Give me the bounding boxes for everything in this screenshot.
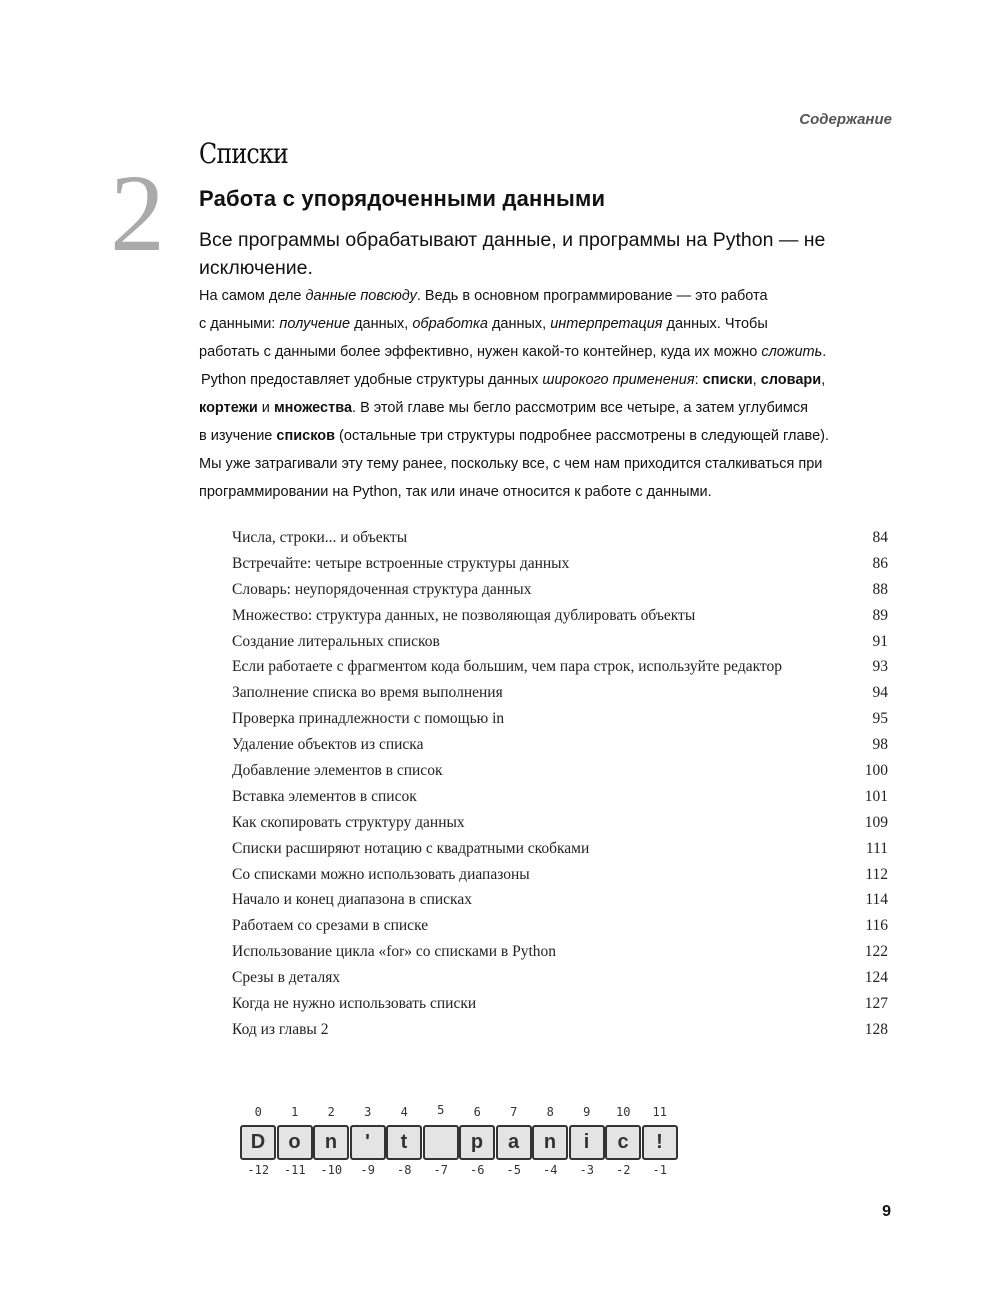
page-number: 9 bbox=[882, 1203, 891, 1220]
toc-row[interactable] bbox=[232, 631, 888, 657]
toc-entry-page: 101 bbox=[864, 787, 888, 805]
italic-text: сложить bbox=[761, 344, 823, 360]
negative-index: -10 bbox=[320, 1163, 343, 1177]
italic-text: интерпретация bbox=[550, 316, 663, 332]
character-tile: n bbox=[532, 1125, 568, 1160]
toc-entry-title: Словарь: неупорядоченная структура данных bbox=[232, 580, 532, 598]
character-tile: i bbox=[569, 1125, 605, 1160]
bold-text: словари bbox=[760, 372, 822, 388]
italic-text: широкого применения bbox=[542, 372, 695, 388]
positive-index: 9 bbox=[583, 1105, 591, 1119]
paragraph-line bbox=[201, 368, 829, 396]
toc-entry-title: Удаление объектов из списка bbox=[232, 736, 424, 754]
character-tile: n bbox=[313, 1125, 349, 1160]
text-run: : bbox=[694, 372, 703, 388]
toc-row[interactable] bbox=[232, 864, 888, 890]
text-run: работать с данными более эффективно, нужен какой-то контейнер, куда их можно bbox=[199, 344, 762, 360]
toc-row[interactable] bbox=[232, 812, 888, 838]
toc-entry-title: Со списками можно использовать диапазоны bbox=[232, 865, 530, 883]
text-run: программировании на Python, так или иначе относится к работе с данными. bbox=[199, 484, 712, 500]
toc-row[interactable] bbox=[232, 708, 888, 734]
negative-index: -8 bbox=[397, 1163, 412, 1177]
toc-entry-page: 122 bbox=[864, 943, 888, 961]
character-tile: ! bbox=[642, 1125, 678, 1160]
bold-text: списки bbox=[702, 372, 753, 388]
chapter-subtitle: Все программы обрабатывают данные, и программы на Python — не исключение. bbox=[199, 229, 826, 279]
negative-index: -4 bbox=[543, 1163, 558, 1177]
bold-text: списков bbox=[276, 428, 336, 444]
toc-entry-page: 100 bbox=[864, 762, 888, 780]
toc-row[interactable] bbox=[232, 760, 888, 786]
negative-index: -9 bbox=[360, 1163, 375, 1177]
toc-row[interactable] bbox=[232, 838, 888, 864]
chapter-number: 2 bbox=[110, 152, 165, 274]
toc-row[interactable] bbox=[232, 656, 888, 682]
intro-paragraph bbox=[199, 284, 829, 508]
text-run: . Ведь в основном программирование — это работа bbox=[416, 288, 768, 304]
toc-row[interactable] bbox=[232, 682, 888, 708]
text-run: данных, bbox=[350, 316, 413, 332]
paragraph-line bbox=[199, 424, 829, 452]
toc-entry-title: Вставка элементов в список bbox=[232, 787, 417, 805]
bold-text: множества bbox=[273, 400, 353, 416]
toc-entry-page: 94 bbox=[872, 684, 888, 702]
positive-index: 8 bbox=[546, 1105, 554, 1119]
toc-entry-page: 95 bbox=[872, 710, 888, 728]
toc-row[interactable] bbox=[232, 967, 888, 993]
toc-entry-page: 116 bbox=[865, 917, 888, 935]
negative-index: -3 bbox=[579, 1163, 594, 1177]
paragraph-line bbox=[199, 284, 829, 312]
character-tile: c bbox=[605, 1125, 641, 1160]
character-tile: t bbox=[386, 1125, 422, 1160]
text-run: , bbox=[752, 372, 761, 388]
toc-entry-title: Множество: структура данных, не позволяющая дублировать объекты bbox=[232, 606, 696, 624]
positive-index: 4 bbox=[400, 1105, 408, 1119]
toc-entry-title: Если работаете с фрагментом кода большим, чем пара строк, используйте редактор bbox=[232, 658, 782, 676]
text-run: . bbox=[822, 344, 827, 360]
text-run: и bbox=[257, 400, 274, 416]
character-tile: D bbox=[240, 1125, 276, 1160]
toc-entry-page: 114 bbox=[865, 891, 888, 909]
toc-row[interactable] bbox=[232, 786, 888, 812]
negative-index: -11 bbox=[283, 1163, 306, 1177]
text-run: с данными: bbox=[199, 316, 280, 332]
toc-entry-page: 84 bbox=[872, 529, 888, 546]
negative-index: -6 bbox=[470, 1163, 485, 1177]
chapter-name: Списки bbox=[199, 137, 288, 170]
toc-entry-page: 111 bbox=[865, 839, 888, 857]
running-head: Содержание bbox=[799, 111, 892, 128]
paragraph-line bbox=[199, 340, 829, 368]
toc-row[interactable] bbox=[232, 889, 888, 915]
toc-entry-title: Начало и конец диапазона в списках bbox=[232, 891, 472, 909]
toc-entry-page: 127 bbox=[864, 995, 888, 1013]
toc-entry-title: Код из главы 2 bbox=[232, 1020, 329, 1038]
text-run: Python предоставляет удобные структуры данных bbox=[201, 372, 543, 388]
positive-index: 5 bbox=[437, 1103, 445, 1117]
toc-entry-title: Проверка принадлежности с помощью in bbox=[232, 710, 505, 728]
toc-row[interactable] bbox=[232, 579, 888, 605]
paragraph-line bbox=[199, 396, 829, 424]
toc-entry-page: 128 bbox=[864, 1020, 888, 1038]
negative-index: -12 bbox=[247, 1163, 270, 1177]
negative-index: -7 bbox=[433, 1163, 448, 1177]
bold-text: кортежи bbox=[199, 400, 258, 416]
toc-entry-title: Использование цикла «for» со списками в Python bbox=[232, 943, 557, 961]
character-tile bbox=[423, 1125, 459, 1160]
toc-row[interactable] bbox=[232, 993, 888, 1019]
toc-row[interactable] bbox=[232, 605, 888, 631]
toc-row[interactable] bbox=[232, 915, 888, 941]
toc-entry-title: Когда не нужно использовать списки bbox=[232, 995, 477, 1013]
positive-index: 10 bbox=[616, 1105, 631, 1119]
toc-row[interactable] bbox=[232, 941, 888, 967]
toc-entry-page: 109 bbox=[864, 813, 888, 831]
toc-row[interactable] bbox=[232, 527, 888, 553]
positive-index: 3 bbox=[364, 1105, 372, 1119]
paragraph-line bbox=[199, 312, 829, 340]
positive-index: 0 bbox=[254, 1105, 262, 1119]
toc-entry-page: 88 bbox=[872, 580, 888, 598]
text-run: Мы уже затрагивали эту тему ранее, поскольку все, с чем нам приходится сталкиваться при bbox=[199, 456, 823, 472]
toc-row[interactable] bbox=[232, 734, 888, 760]
toc-entry-title: Списки расширяют нотацию с квадратными скобками bbox=[232, 839, 590, 857]
toc-entry-page: 89 bbox=[872, 606, 888, 624]
toc-entry-title: Как скопировать структуру данных bbox=[232, 813, 465, 831]
toc-entry-title: Создание литеральных списков bbox=[232, 632, 440, 650]
toc-entry-page: 93 bbox=[872, 658, 888, 676]
positive-index: 6 bbox=[473, 1105, 481, 1119]
negative-index: -1 bbox=[652, 1163, 667, 1177]
italic-text: получение bbox=[279, 316, 351, 332]
negative-index: -5 bbox=[506, 1163, 521, 1177]
positive-index: 2 bbox=[327, 1105, 335, 1119]
text-run: данных, bbox=[487, 316, 551, 332]
toc-entry-title: Встречайте: четыре встроенные структуры данных bbox=[232, 554, 570, 572]
character-tile: a bbox=[496, 1125, 532, 1160]
toc-entry-title: Добавление элементов в список bbox=[232, 762, 443, 780]
toc-entry-title: Срезы в деталях bbox=[232, 969, 341, 987]
character-tile: ' bbox=[350, 1125, 386, 1160]
chapter-contents bbox=[232, 527, 888, 1045]
text-run: (остальные три структуры подробнее рассмотрены в следующей главе). bbox=[335, 428, 829, 444]
text-run: На самом деле bbox=[199, 288, 306, 304]
positive-index: 7 bbox=[510, 1105, 518, 1119]
paragraph-line bbox=[199, 452, 829, 480]
character-tile: p bbox=[459, 1125, 495, 1160]
positive-index: 11 bbox=[652, 1105, 667, 1119]
chapter-title: Работа с упорядоченными данными bbox=[199, 186, 606, 211]
paragraph-line bbox=[199, 480, 829, 508]
toc-entry-page: 124 bbox=[864, 969, 888, 987]
toc-entry-title: Числа, строки... и объекты bbox=[232, 529, 408, 546]
text-run: . В этой главе мы бегло рассмотрим все четыре, а затем углубимся bbox=[352, 400, 808, 416]
toc-entry-page: 91 bbox=[872, 632, 888, 650]
text-run: в изучение bbox=[199, 428, 277, 444]
italic-text: данные повсюду bbox=[305, 288, 417, 304]
toc-entry-page: 112 bbox=[865, 865, 888, 883]
text-run: данных. Чтобы bbox=[662, 316, 768, 332]
toc-row[interactable] bbox=[232, 1019, 888, 1045]
positive-index: 1 bbox=[291, 1105, 299, 1119]
toc-row[interactable] bbox=[232, 553, 888, 579]
italic-text: обработка bbox=[412, 316, 488, 332]
toc-entry-page: 98 bbox=[872, 736, 888, 754]
negative-index: -2 bbox=[616, 1163, 631, 1177]
character-tile: o bbox=[277, 1125, 313, 1160]
text-run: , bbox=[821, 372, 826, 388]
toc-entry-title: Работаем со срезами в списке bbox=[232, 917, 429, 935]
toc-entry-page: 86 bbox=[872, 554, 888, 572]
toc-entry-title: Заполнение списка во время выполнения bbox=[232, 684, 503, 702]
